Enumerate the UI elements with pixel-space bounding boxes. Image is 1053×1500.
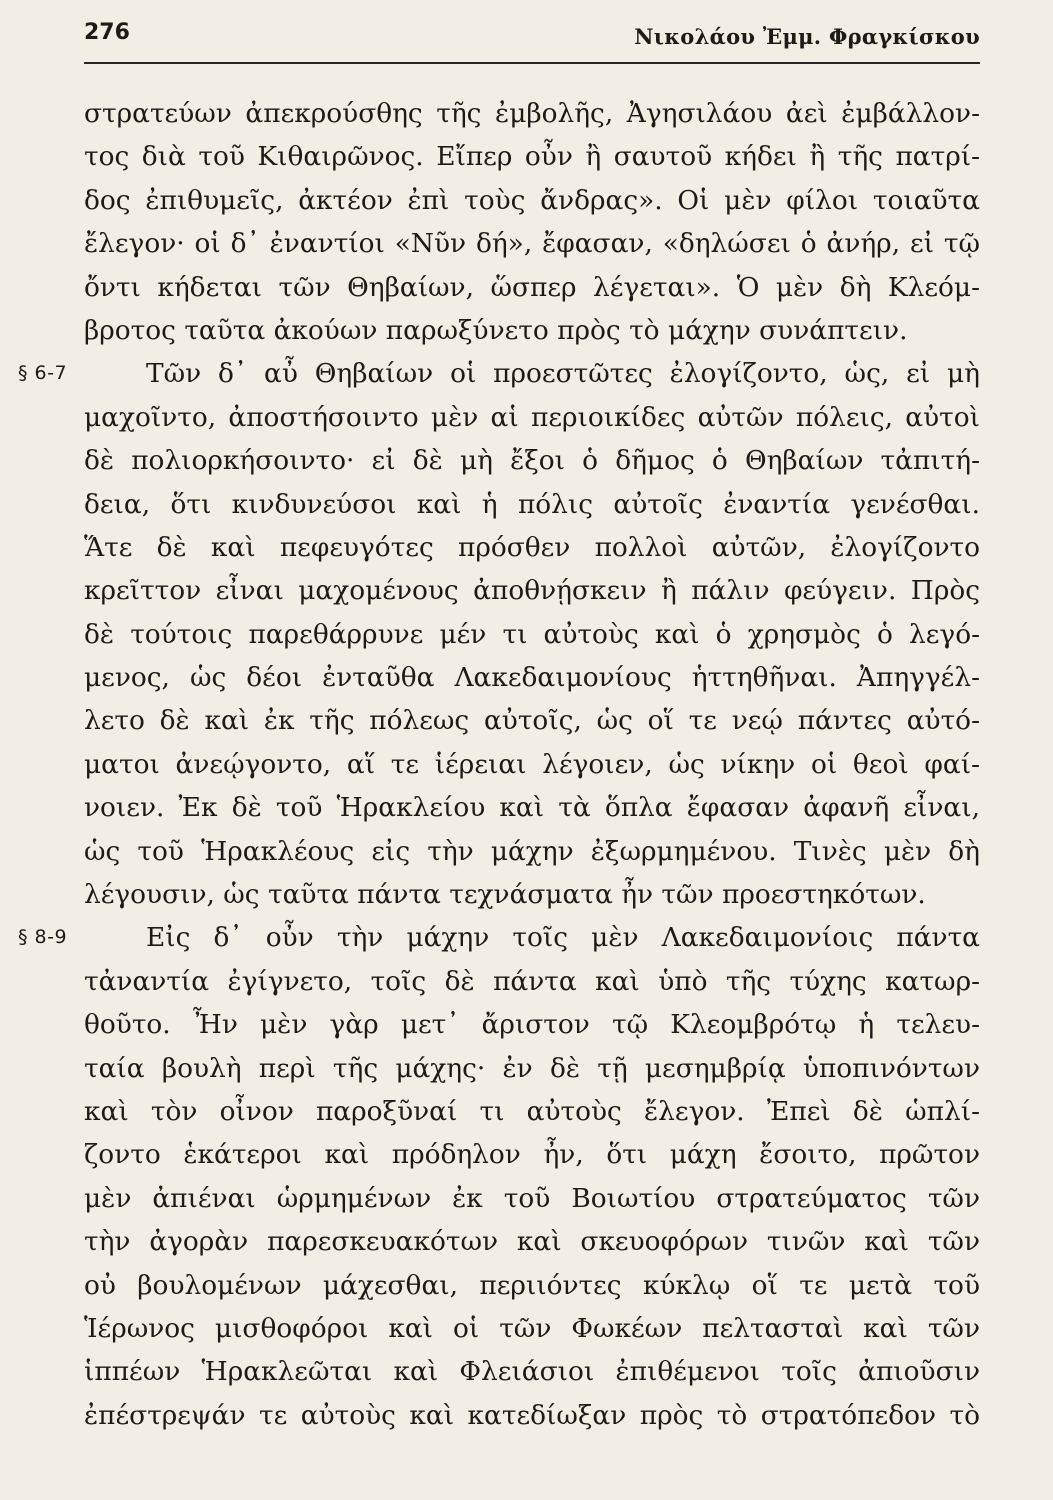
text-line (84, 135, 980, 178)
text-line (84, 873, 980, 916)
text-line (84, 1047, 980, 1090)
text-line (18, 916, 980, 959)
text-line (84, 656, 980, 699)
text-line (84, 526, 980, 569)
text-line (84, 439, 980, 482)
line-text: Ἅτε δὲ καὶ πεφευγότες πρόσθεν πολλοὶ αὐτῶν, ἐλογίζοντο (84, 531, 980, 563)
text-line (84, 1264, 980, 1307)
line-text: λέγουσιν, ὡς ταῦτα πάντα τεχνάσματα ἦν τῶν προεστηκότων. (84, 879, 926, 911)
header-rule (84, 62, 980, 64)
line-text: βροτος ταῦτα ἀκούων παρωξύνετο πρὸς τὸ μάχην συνάπτειν. (84, 314, 908, 346)
line-text: ταία βουλὴ περὶ τῆς μάχης· ἐν δὲ τῇ μεσημβρίᾳ ὑποπινόντων (84, 1052, 980, 1084)
line-text: τος διὰ τοῦ Κιθαιρῶνος. Εἴπερ οὖν ἢ σαυτοῦ κήδει ἢ τῆς πατρί- (84, 141, 980, 173)
text-line (84, 1090, 980, 1133)
line-text: μὲν ἀπιέναι ὡρμημένων ἐκ τοῦ Βοιωτίου στρατεύματος τῶν (84, 1182, 980, 1214)
line-text: ὡς τοῦ Ἡρακλέους εἰς τὴν μάχην ἐξωρμημένου. Τινὲς μὲν δὴ (84, 835, 980, 867)
text-line (84, 483, 980, 526)
section-marker: § 6-7 (18, 362, 68, 385)
line-text: νοιεν. Ἐκ δὲ τοῦ Ἡρακλείου καὶ τὰ ὅπλα ἔφασαν ἀφανῆ εἶναι, (84, 792, 980, 824)
text-line (84, 1350, 980, 1393)
text-line (84, 569, 980, 612)
running-head: Νικολάου Ἐμμ. Φραγκίσκου (634, 24, 980, 49)
line-text: ἱππέων Ἡρακλεῶται καὶ Φλειάσιοι ἐπιθέμενοι τοῖς ἀπιοῦσιν (84, 1356, 980, 1388)
line-text: ὄντι κήδεται τῶν Θηβαίων, ὥσπερ λέγεται». Ὁ μὲν δὴ Κλεόμ- (84, 271, 980, 303)
section-marker: § 8-9 (18, 926, 68, 949)
text-line (84, 1220, 980, 1263)
line-text: μαχοῖντο, ἀποστήσοιντο μὲν αἱ περιοικίδες αὐτῶν πόλεις, αὐτοὶ (84, 401, 980, 433)
line-text: δὲ τούτοις παρεθάρρυνε μέν τι αὐτοὺς καὶ ὁ χρησμὸς ὁ λεγό- (84, 618, 980, 650)
text-line (84, 1394, 980, 1437)
body-text (18, 92, 980, 1437)
line-text: τὴν ἀγορὰν παρεσκευακότων καὶ σκευοφόρων τινῶν καὶ τῶν (84, 1226, 980, 1258)
text-line (84, 613, 980, 656)
text-line (84, 743, 980, 786)
text-line (84, 830, 980, 873)
line-text: καὶ τὸν οἶνον παροξῦναί τι αὐτοὺς ἔλεγον. Ἐπεὶ δὲ ὡπλί- (84, 1095, 980, 1127)
line-text: ματοι ἀνεῴγοντο, αἵ τε ἱέρειαι λέγοιεν, ὡς νίκην οἱ θεοὶ φαί- (84, 748, 980, 780)
line-text: ἐπέστρεψάν τε αὐτοὺς καὶ κατεδίωξαν πρὸς τὸ στρατόπεδον τὸ (84, 1399, 980, 1431)
line-text: κρεῖττον εἶναι μαχομένους ἀποθνῄσκειν ἢ πάλιν φεύγειν. Πρὸς (84, 575, 980, 607)
line-text: δος ἐπιθυμεῖς, ἀκτέον ἐπὶ τοὺς ἄνδρας». Οἱ μὲν φίλοι τοιαῦτα (84, 184, 980, 216)
text-line (84, 396, 980, 439)
text-line (18, 352, 980, 395)
line-text: μενος, ὡς δέοι ἐνταῦθα Λακεδαιμονίους ἡττηθῆναι. Ἀπηγγέλ- (84, 662, 980, 694)
line-text: ζοντο ἑκάτεροι καὶ πρόδηλον ἦν, ὅτι μάχη ἔσοιτο, πρῶτον (84, 1139, 980, 1171)
page-number: 276 (84, 20, 130, 45)
line-text: στρατεύων ἀπεκρούσθης τῆς ἐμβολῆς, Ἀγησιλάου ἀεὶ ἐμβάλλον- (84, 98, 980, 129)
line-text: Εἰς δ᾽ οὖν τὴν μάχην τοῖς μὲν Λακεδαιμονίοις πάντα (146, 922, 980, 954)
text-line (84, 699, 980, 742)
page-header (84, 18, 980, 58)
line-text: λετο δὲ καὶ ἐκ τῆς πόλεως αὐτοῖς, ὡς οἵ τε νεῴ πάντες αὐτό- (84, 705, 980, 737)
text-line (84, 1003, 980, 1046)
text-line (84, 1133, 980, 1176)
line-text: δὲ πολιορκήσοιντο· εἰ δὲ μὴ ἔξοι ὁ δῆμος ὁ Θηβαίων τἀπιτή- (84, 445, 980, 477)
line-text: οὐ βουλομένων μάχεσθαι, περιιόντες κύκλῳ οἵ τε μετὰ τοῦ (84, 1269, 980, 1301)
text-line (84, 266, 980, 309)
text-line (84, 179, 980, 222)
line-text: τἀναντία ἐγίγνετο, τοῖς δὲ πάντα καὶ ὑπὸ τῆς τύχης κατωρ- (84, 965, 980, 997)
text-line (84, 786, 980, 829)
text-line (84, 309, 980, 352)
line-text: θοῦτο. Ἦν μὲν γὰρ μετ᾽ ἄριστον τῷ Κλεομβρότῳ ἡ τελευ- (84, 1009, 980, 1041)
text-line (84, 1177, 980, 1220)
line-text: Ἱέρωνος μισθοφόροι καὶ οἱ τῶν Φωκέων πελτασταὶ καὶ τῶν (84, 1312, 980, 1344)
line-text: ἔλεγον· οἱ δ᾽ ἐναντίοι «Νῦν δή», ἔφασαν, «δηλώσει ὁ ἀνήρ, εἰ τῷ (84, 228, 980, 260)
line-text: δεια, ὅτι κινδυνεύσοι καὶ ἡ πόλις αὐτοῖς ἐναντία γενέσθαι. (84, 488, 980, 520)
text-line (84, 222, 980, 265)
text-line (84, 1307, 980, 1350)
line-text: Τῶν δ᾽ αὖ Θηβαίων οἱ προεστῶτες ἐλογίζοντο, ὡς, εἰ μὴ (146, 358, 980, 390)
text-line (84, 92, 980, 135)
text-line (84, 960, 980, 1003)
